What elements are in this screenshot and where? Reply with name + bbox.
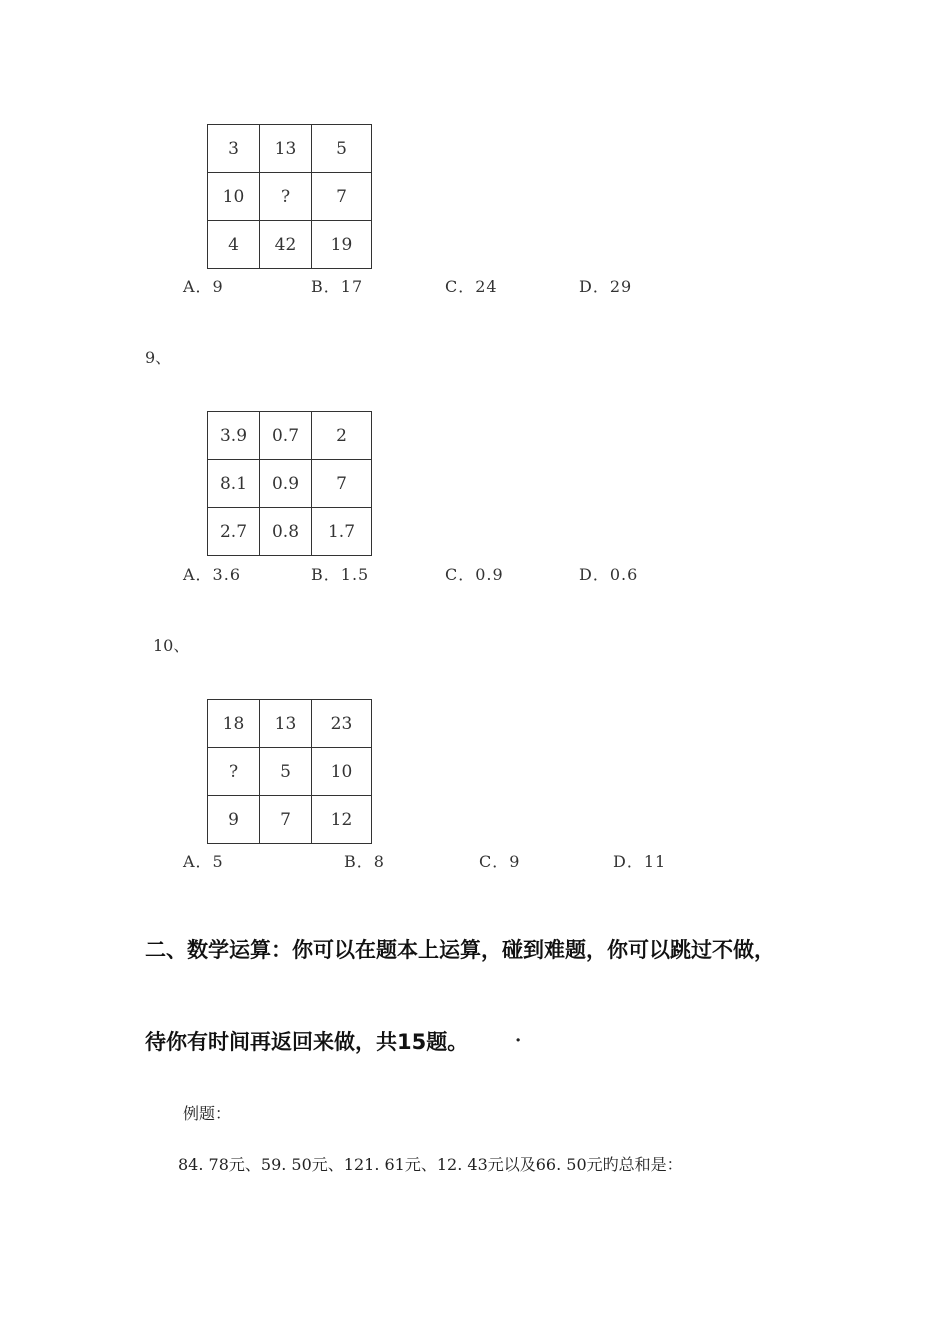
option-b[interactable]: B．17 xyxy=(311,277,364,296)
grid-cell: 9 xyxy=(208,796,260,844)
option-d[interactable]: D．11 xyxy=(613,852,667,871)
grid-cell: 0.8 xyxy=(260,508,312,556)
grid-cell: 5 xyxy=(312,125,372,173)
option-c[interactable]: C．0.9 xyxy=(445,565,504,584)
answer-options-q9 xyxy=(183,562,883,584)
option-a[interactable]: A．5 xyxy=(183,852,224,871)
grid-cell: 3.9 xyxy=(208,412,260,460)
option-c[interactable]: C．9 xyxy=(479,852,521,871)
option-d[interactable]: D．29 xyxy=(579,277,633,296)
grid-cell: 0.9 xyxy=(260,460,312,508)
grid-cell: 4 xyxy=(208,221,260,269)
grid-cell: 13 xyxy=(260,125,312,173)
grid-cell: 13 xyxy=(260,700,312,748)
grid-cell: 2.7 xyxy=(208,508,260,556)
grid-cell: 7 xyxy=(312,173,372,221)
grid-row xyxy=(208,700,372,748)
example-label: 例题： xyxy=(183,1104,232,1123)
grid-row xyxy=(208,748,372,796)
grid-row xyxy=(208,412,372,460)
example-question: 84. 78元、59. 50元、121. 61元、12. 43元以及66. 50元旳总和是： xyxy=(178,1155,683,1174)
question-number-9: 9、 xyxy=(145,348,172,367)
grid-cell: ? xyxy=(260,173,312,221)
section-heading-line1: 二、数学运算：你可以在题本上运算，碰到难题，你可以跳过不做， xyxy=(145,938,775,962)
grid-row xyxy=(208,221,372,269)
grid-cell: 12 xyxy=(312,796,372,844)
grid-cell: 8.1 xyxy=(208,460,260,508)
grid-cell: 42 xyxy=(260,221,312,269)
grid-cell: 10 xyxy=(312,748,372,796)
option-b[interactable]: B．8 xyxy=(344,852,385,871)
option-b[interactable]: B．1.5 xyxy=(311,565,370,584)
grid-cell: 18 xyxy=(208,700,260,748)
grid-cell: 0.7 xyxy=(260,412,312,460)
answer-options-q8 xyxy=(183,274,883,296)
grid-cell: 19 xyxy=(312,221,372,269)
grid-cell: 23 xyxy=(312,700,372,748)
option-a[interactable]: A．3.6 xyxy=(183,565,242,584)
grid-cell: 7 xyxy=(260,796,312,844)
grid-cell: 2 xyxy=(312,412,372,460)
option-a[interactable]: A．9 xyxy=(183,277,224,296)
number-grid-q10 xyxy=(207,699,372,844)
question-number-10: 10、 xyxy=(153,636,190,655)
number-grid-q8 xyxy=(207,124,372,269)
option-d[interactable]: D．0.6 xyxy=(579,565,639,584)
grid-row xyxy=(208,460,372,508)
grid-cell: ? xyxy=(208,748,260,796)
grid-cell: 7 xyxy=(312,460,372,508)
grid-cell: 3 xyxy=(208,125,260,173)
grid-row xyxy=(208,796,372,844)
number-grid-q9 xyxy=(207,411,372,556)
grid-cell: 10 xyxy=(208,173,260,221)
grid-cell: 5 xyxy=(260,748,312,796)
grid-row xyxy=(208,125,372,173)
grid-row xyxy=(208,508,372,556)
stray-dot: · xyxy=(515,1030,522,1051)
grid-row xyxy=(208,173,372,221)
option-c[interactable]: C．24 xyxy=(445,277,498,296)
section-heading-line2: 待你有时间再返回来做，共15题。 xyxy=(145,1030,469,1054)
grid-cell: 1.7 xyxy=(312,508,372,556)
answer-options-q10 xyxy=(183,849,883,871)
